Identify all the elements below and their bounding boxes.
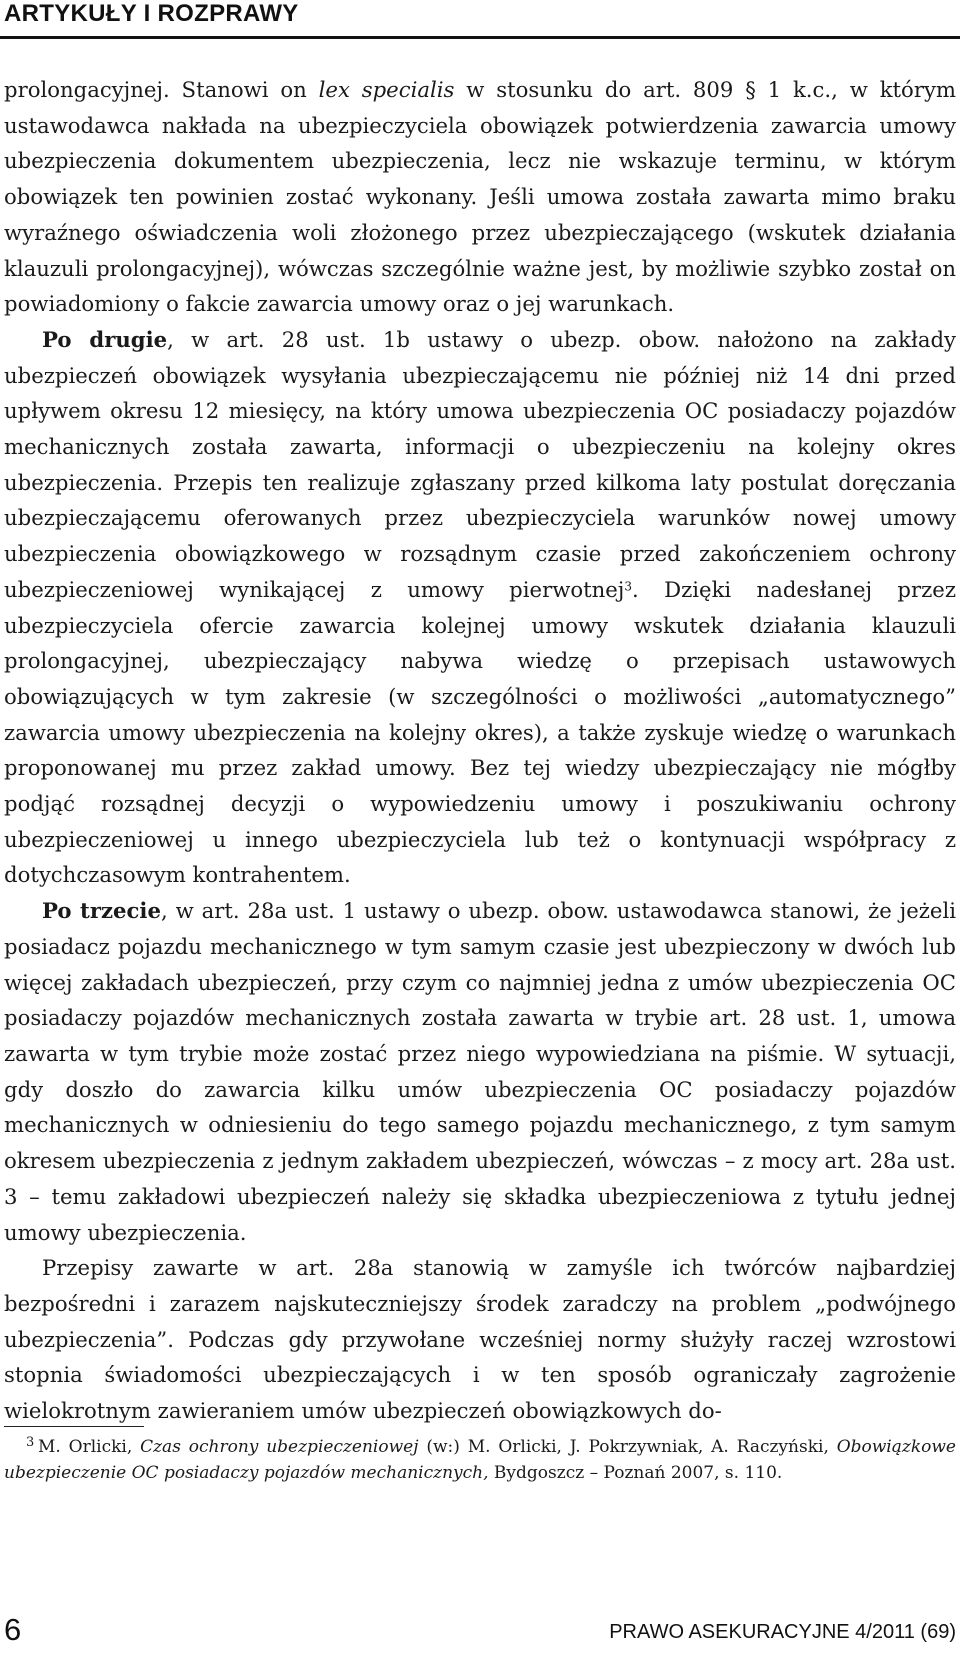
paragraph-1-text-b: w stosunku do art. 809 § 1 k.c., w którym ustawodawca nakłada na ubezpieczyciela obowiązek potwierdzenia zawarcia umowy ubezpieczenia dokumentem ubezpieczenia, lecz nie wskazuje terminu, w którym obowiązek ten powinien zostać wykonany. Jeśli umowa została zawarta mimo braku wyraźnego oświadczenia woli złożonego przez ubezpieczającego (wskutek działania klauzuli prolongacyjnej), wówczas szczególnie ważne jest, by możliwie szybko został on powiadomiony o fakcie zawarcia umowy oraz o jej warunkach. — [4, 77, 957, 317]
paragraph-2-text-a: , w art. 28 ust. 1b ustawy o ubezp. obow. nałożono na zakłady ubezpieczeń obowiązek wysyłania ubezpieczającemu nie później niż 14 dni przed upływem okresu 12 miesięcy, na który umowa ubezpieczenia OC posiadaczy pojazdów mechanicznych została zawarta, informacji o ubezpieczeniu na kolejny okres ubezpieczenia. Przepis ten realizuje zgłaszany przed kilkoma laty postulat doręczania ubezpieczającemu oferowanych przez ubezpieczyciela warunków nowej umowy ubezpieczenia obowiązkowego w rozsądnym czasie przed zakończeniem ochrony ubezpieczeniowej wynikającej z umowy pierwotnej — [4, 326, 956, 602]
article-body — [4, 72, 956, 1429]
footnote-part-b: (w:) M. Orlicki, J. Pokrzywniak, A. Raczyński, — [418, 1436, 837, 1457]
paragraph-3 — [4, 893, 956, 1250]
footnote-part-c: Bydgoszcz – Poznań 2007, s. 110. — [488, 1463, 783, 1484]
journal-name: PRAWO ASEKURACYJNE 4/2011 (69) — [609, 1621, 956, 1643]
paragraph-1-text-a: prolongacyjnej. Stanowi on — [4, 77, 319, 102]
page-number: 6 — [4, 1612, 22, 1647]
paragraph-2-text-b: . Dzięki nadesłanej przez ubezpieczyciela ofercie zawarcia kolejnej umowy wskutek działania klauzuli prolongacyjnej, ubezpieczający nabywa wiedzę o przepisach ustawowych obowiązujących w tym zakresie (w szczególności o możliwości „automatycznego” zawarcia umowy ubezpieczenia na kolejny okres), a także zyskuje wiedzę o warunkach proponowanej mu przez zakład umowy. Bez tej wiedzy ubezpieczający nie mógłby podjąć rozsądnej decyzji o wypowiedzeniu umowy i poszukiwaniu ochrony ubezpieczeniowej u innego ubezpieczyciela lub też o kontynuacji współpracy z dotychczasowym kontrahentem. — [4, 576, 956, 888]
paragraph-1 — [4, 72, 956, 322]
page-footer — [0, 1600, 960, 1655]
paragraph-4: Przepisy zawarte w art. 28a stanowią w zamyśle ich twórców najbardziej bezpośredni i zarazem najskuteczniejszy środek zaradczy na problem „podwójnego ubezpieczenia”. Podczas gdy przywołane wcześniej normy służyły raczej wzrostowi stopnia świadomości ubezpieczających i w ten sposób ograniczały zagrożenie wielokrotnym zawieraniem umów ubezpieczeń obowiązkowych do- — [4, 1255, 956, 1424]
footnote-3 — [4, 1430, 956, 1487]
section-title: ARTYKUŁY I ROZPRAWY — [4, 0, 299, 27]
lex-specialis-term: lex specialis — [318, 77, 455, 102]
footnote-rule — [4, 1426, 144, 1427]
paragraph-3-lead: Po trzecie — [42, 898, 161, 924]
footnote-text — [4, 1430, 956, 1487]
paragraph-2 — [4, 322, 956, 893]
paragraph-3-text: , w art. 28a ust. 1 ustawy o ubezp. obow. ustawodawca stanowi, że jeżeli posiadacz pojazdu mechanicznego w tym samym czasie jest ubezpieczony w dwóch lub więcej zakładach ubezpieczeń, przy czym co najmniej jedna z umów ubezpieczenia OC posiadaczy pojazdów mechanicznych została zawarta w trybie art. 28 ust. 1, umowa zawarta w tym trybie może zostać przez niego wypowiedziana na piśmie. W sytuacji, gdy doszło do zawarcia kilku umów ubezpieczenia OC posiadaczy pojazdów mechanicznych w odniesieniu do tego samego pojazdu mechanicznego, z tym samym okresem ubezpieczenia z jednym zakładem ubezpieczeń, wówczas – z mocy art. 28a ust. 3 – temu zakładowi ubezpieczeń należy się składka ubezpieczeniowa z tytułu jednej umowy ubezpieczenia. — [4, 898, 957, 1245]
footnote-number: 3 — [26, 1435, 35, 1450]
footnote-part-a: M. Orlicki, — [38, 1436, 141, 1457]
footnote-title-2: Obowiązkowe ubezpieczenie OC posiadaczy pojazdów mechanicznych, — [4, 1436, 956, 1484]
paragraph-2-lead: Po drugie — [42, 326, 168, 352]
footnote-title-1: Czas ochrony ubezpieczeniowej — [140, 1436, 419, 1457]
footnote-ref-3[interactable]: 3 — [624, 579, 632, 594]
header-rule — [0, 36, 960, 39]
